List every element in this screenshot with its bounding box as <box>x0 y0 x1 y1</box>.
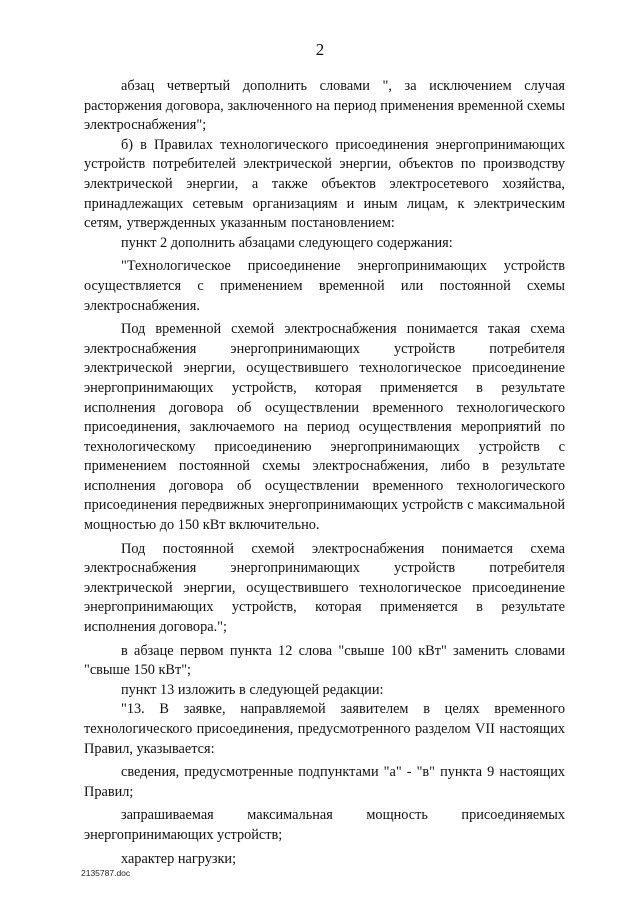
paragraph-8: пункт 13 изложить в следующей редакции: <box>121 681 384 698</box>
paragraph-12: характер нагрузки; <box>121 850 237 867</box>
paragraph-11: запрашиваемая максимальная мощность присоединяемых энергопринимающих устройств; <box>84 807 565 843</box>
footer-filename: 2135787.doc <box>81 868 131 878</box>
paragraph-6: Под постоянной схемой электроснабжения понимается схема электроснабжения энергопринимающих устройств потребителя электрической энергии, осуществившего технологическое присоединение энергопринимающих устройств, которая применяется в результате исполнения договора."; <box>84 540 565 636</box>
paragraph-2: б) в Правилах технологического присоединения энергопринимающих устройств потребителей электрической энергии, объектов по производству электрической энергии, а также объектов электросетевого хозяйства, принадлежащих сетевым организациям и иным лицам, к электрическим сетям, утвержденных указанным постановлением: <box>84 136 565 232</box>
paragraph-5: Под временной схемой электроснабжения понимается такая схема электроснабжения энергопринимающих устройств потребителя электрической энергии, осуществившего технологическое присоединение энергопринимающих устройств, которая применяется в результате исполнения договора об осуществлении временного технологического присоединения, заключаемого на период осуществления мероприятий по технологическому присоединению энергопринимающих устройств с применением постоянной схемы электроснабжения, либо в результате исполнения договора об осуществлении временного технологического присоединения передвижных энергопринимающих устройств с максимальной мощностью до 150 кВт включительно. <box>84 321 565 534</box>
paragraph-4: "Технологическое присоединение энергопринимающих устройств осуществляется с применением временной или постоянной схемы электроснабжения. <box>84 258 565 314</box>
page-number: 2 <box>315 40 325 59</box>
paragraph-3: пункт 2 дополнить абзацами следующего содержания: <box>121 234 453 251</box>
paragraph-1: абзац четвертый дополнить словами ", за исключением случая расторжения договора, заключенного на период применения временной схемы электроснабжения"; <box>84 78 565 134</box>
document-body <box>84 77 565 869</box>
paragraph-10: сведения, предусмотренные подпунктами "а" - "в" пункта 9 настоящих Правил; <box>84 764 565 800</box>
paragraph-9: "13. В заявке, направляемой заявителем в целях временного технологического присоединения, предусмотренного разделом VII настоящих Правил, указывается: <box>84 701 565 757</box>
paragraph-7: в абзаце первом пункта 12 слова "свыше 100 кВт" заменить словами "свыше 150 кВт"; <box>84 642 565 679</box>
